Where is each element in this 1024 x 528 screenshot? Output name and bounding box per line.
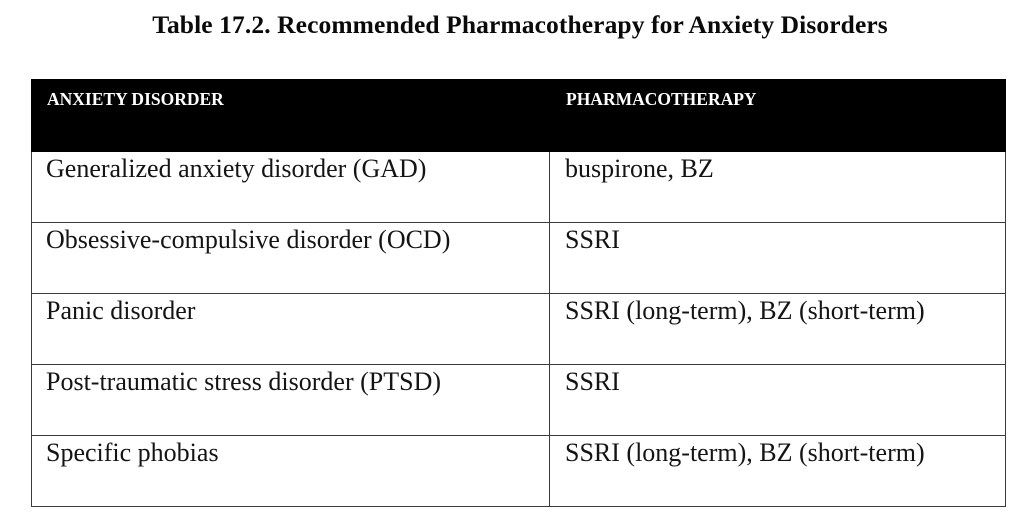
disorder-cell: Generalized anxiety disorder (GAD) — [32, 152, 550, 223]
pharmacotherapy-table — [31, 79, 1006, 507]
table-row — [32, 436, 1006, 507]
column-header-anxiety-disorder: ANXIETY DISORDER — [32, 80, 550, 152]
disorder-cell: Obsessive-compulsive disorder (OCD) — [32, 223, 550, 294]
disorder-cell: Post-traumatic stress disorder (PTSD) — [32, 365, 550, 436]
pharmacotherapy-cell: SSRI (long-term), BZ (short-term) — [550, 436, 1006, 507]
pharmacotherapy-cell: SSRI (long-term), BZ (short-term) — [550, 294, 1006, 365]
pharmacotherapy-cell: buspirone, BZ — [550, 152, 1006, 223]
table-title: Table 17.2. Recommended Pharmacotherapy for Anxiety Disorders — [152, 10, 888, 39]
table-body — [32, 152, 1006, 507]
column-header-pharmacotherapy: PHARMACOTHERAPY — [550, 80, 1006, 152]
table-row — [32, 365, 1006, 436]
table-row — [32, 294, 1006, 365]
table-row — [32, 152, 1006, 223]
disorder-cell: Panic disorder — [32, 294, 550, 365]
table-header — [32, 80, 1006, 152]
disorder-cell: Specific phobias — [32, 436, 550, 507]
pharmacotherapy-cell: SSRI — [550, 223, 1006, 294]
table-row — [32, 223, 1006, 294]
header-row — [32, 80, 1006, 152]
pharmacotherapy-cell: SSRI — [550, 365, 1006, 436]
